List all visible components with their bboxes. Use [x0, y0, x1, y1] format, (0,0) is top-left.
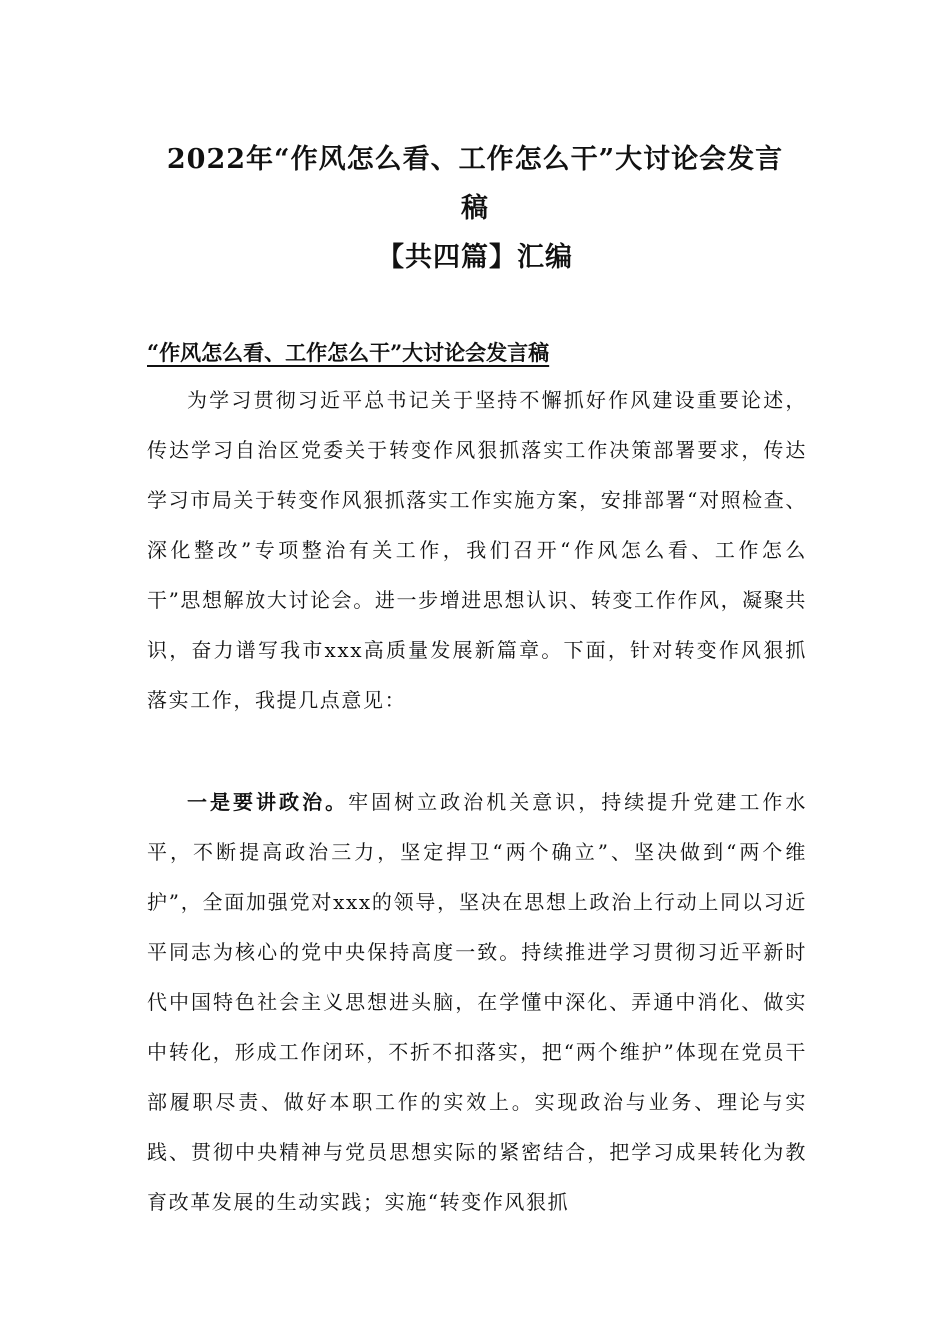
intro-paragraph: 为学习贯彻习近平总书记关于坚持不懈抓好作风建设重要论述，传达学习自治区党委关于转变作风狠抓落实工作决策部署要求，传达学习市局关于转变作风狠抓落实工作实施方案，安排部署“对照检查、深化整改”专项整治有关工作，我们召开“作风怎么看、工作怎么干”思想解放大讨论会。进一步增进思想认识、转变工作作风，凝聚共识，奋力谱写我市xxx高质量发展新篇章。下面，针对转变作风狠抓落实工作，我提几点意见：: [147, 388, 807, 712]
document-title-line-2: 稿: [461, 193, 489, 224]
section-heading: “作风怎么看、工作怎么干”大讨论会发言稿: [147, 340, 550, 365]
document-title-line-1: 2022年“作风怎么看、工作怎么干”大讨论会发言: [166, 144, 784, 175]
point-one-body: 牢固树立政治机关意识，持续提升党建工作水平，不断提高政治三力，坚定捍卫“两个确立”、坚决做到“两个维护”，全面加强党对xxx的领导，坚决在思想上政治上行动上同以习近平同志为核心的党中央保持高度一致。持续推进学习贯彻习近平新时代中国特色社会主义思想进头脑，在学懂中深化、弄通中消化、做实中转化，形成工作闭环，不折不扣落实，把“两个维护”体现在党员干部履职尽责、做好本职工作的实效上。实现政治与业务、理论与实践、贯彻中央精神与党员思想实际的紧密结合，把学习成果转化为教育改革发展的生动实践；实施“转变作风狠抓: [147, 790, 807, 1214]
point-one-lead: 一是要讲政治。: [187, 790, 349, 814]
point-one-paragraph: [147, 777, 807, 1227]
document-title-line-3: 【共四篇】汇编: [377, 242, 573, 273]
